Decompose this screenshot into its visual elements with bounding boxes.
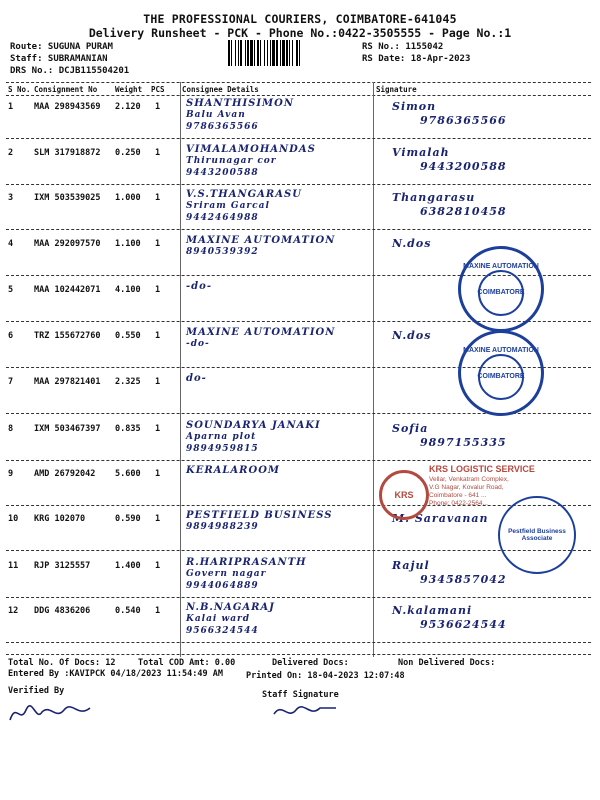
signature-handwriting: 9443200588 (420, 160, 507, 173)
cell-cons: IXM 503467397 (34, 424, 101, 434)
cell-pcs: 1 (155, 606, 161, 616)
cell-cons: MAA 292097570 (34, 239, 101, 249)
cell-cons: TRZ 155672760 (34, 331, 101, 341)
consignee-handwriting: 9443200588 (186, 168, 259, 178)
cell-sno: 12 (8, 606, 19, 616)
cell-pcs: 1 (155, 561, 161, 571)
signature-handwriting: N.dos (392, 329, 432, 342)
cell-sno: 7 (8, 377, 14, 387)
signature-handwriting: N.kalamani (392, 604, 473, 617)
cell-pcs: 1 (155, 148, 161, 158)
consignee-handwriting: 9894988239 (186, 522, 259, 532)
consignee-handwriting: Thirunagar cor (186, 156, 277, 166)
signature-handwriting: 9536624544 (420, 618, 507, 631)
total-docs: Total No. Of Docs: 12 (8, 658, 116, 668)
barcode (228, 40, 356, 66)
rs-no-label: RS No.: 1155042 (362, 42, 444, 52)
consignee-handwriting: MAXINE AUTOMATION (186, 235, 336, 246)
cell-weight: 2.120 (115, 102, 141, 112)
krs-address: Vellar, Venkatram Complex, V.G Nagar, Kovalur Road, Coimbatore - 641 ... Phone: 0422-2564... (429, 476, 509, 507)
page-title: THE PROFESSIONAL COURIERS, COIMBATORE-641045 (143, 12, 457, 26)
signature-handwriting: Vimalah (392, 146, 450, 159)
consignee-handwriting: 9894959815 (186, 444, 259, 454)
page-subtitle: Delivery Runsheet - PCK - Phone No.:0422-3505555 - Page No.:1 (88, 26, 512, 40)
krs-name: KRS LOGISTIC SERVICE (429, 464, 535, 474)
drs-label: DRS No.: DCJB115504201 (10, 66, 130, 76)
cell-weight: 2.325 (115, 377, 141, 387)
route-label: Route: SUGUNA PURAM (10, 42, 113, 52)
cell-sno: 8 (8, 424, 14, 434)
row-rule (6, 229, 591, 230)
header-rule (6, 95, 591, 96)
staff-signature-label: Staff Signature (262, 690, 339, 700)
footer-rule (6, 654, 591, 655)
cell-weight: 0.835 (115, 424, 141, 434)
cell-pcs: 1 (155, 377, 161, 387)
consignee-handwriting: KERALAROOM (186, 465, 280, 476)
signature-handwriting: N.dos (392, 237, 432, 250)
signature-handwriting: 6382810458 (420, 205, 507, 218)
entered-by: Entered By :KAVIPCK 04/18/2023 11:54:49 AM (8, 669, 223, 679)
cell-weight: 1.400 (115, 561, 141, 571)
col-divider (180, 82, 181, 657)
consignee-handwriting: SOUNDARYA JANAKI (186, 420, 321, 431)
cell-weight: 5.600 (115, 469, 141, 479)
cod-amount: Total COD Amt: 0.00 (138, 658, 236, 668)
consignee-handwriting: VIMALAMOHANDAS (186, 144, 316, 155)
printed-on: Printed On: 18-04-2023 12:07:48 (246, 671, 405, 681)
cell-pcs: 1 (155, 193, 161, 203)
consignee-handwriting: 9944064889 (186, 581, 259, 591)
maxine-stamp-2: MAXINE AUTOMATION COIMBATORE (458, 330, 544, 416)
cell-weight: 0.250 (115, 148, 141, 158)
consignee-handwriting: 9786365566 (186, 122, 259, 132)
cell-cons: SLM 317918872 (34, 148, 101, 158)
consignee-handwriting: -do- (186, 339, 210, 349)
row-rule (6, 597, 591, 598)
consignee-handwriting: do- (186, 373, 207, 384)
cell-pcs: 1 (155, 514, 161, 524)
consignee-handwriting: R.HARIPRASANTH (186, 557, 307, 568)
consignee-handwriting: Kalai ward (186, 614, 251, 624)
delivered-docs: Delivered Docs: (272, 658, 349, 668)
col-header-signature: Signature (376, 85, 417, 94)
rs-date-label: RS Date: 18-Apr-2023 (362, 54, 471, 64)
cell-sno: 9 (8, 469, 14, 479)
cell-sno: 6 (8, 331, 14, 341)
signature-handwriting: 9345857042 (420, 573, 507, 586)
cell-pcs: 1 (155, 469, 161, 479)
cell-sno: 4 (8, 239, 14, 249)
cell-pcs: 1 (155, 102, 161, 112)
verified-signature (6, 698, 96, 728)
non-delivered-docs: Non Delivered Docs: (398, 658, 496, 668)
cell-weight: 0.590 (115, 514, 141, 524)
cell-sno: 11 (8, 561, 19, 571)
cell-sno: 3 (8, 193, 14, 203)
cell-sno: 2 (8, 148, 14, 158)
consignee-handwriting: Balu Avan (186, 110, 246, 120)
consignee-handwriting: SHANTHISIMON (186, 98, 294, 109)
row-rule (6, 642, 591, 643)
consignee-handwriting: N.B.NAGARAJ (186, 602, 275, 613)
row-rule (6, 138, 591, 139)
cell-cons: RJP 3125557 (34, 561, 91, 571)
cell-weight: 1.100 (115, 239, 141, 249)
col-header-sno: S No. (8, 85, 31, 94)
barcode-bar (299, 40, 300, 66)
consignee-handwriting: V.S.THANGARASU (186, 189, 302, 200)
consignee-handwriting: Sriram Garcal (186, 201, 270, 211)
cell-sno: 5 (8, 285, 14, 295)
cell-pcs: 1 (155, 331, 161, 341)
staff-signature (270, 700, 340, 722)
consignee-handwriting: Govern nagar (186, 569, 267, 579)
consignee-handwriting: 9442464988 (186, 213, 259, 223)
col-header-weight: Weight (115, 85, 143, 94)
cell-cons: KRG 102070 (34, 514, 86, 524)
cell-cons: DDG 4836206 (34, 606, 91, 616)
cell-weight: 1.000 (115, 193, 141, 203)
consignee-handwriting: MAXINE AUTOMATION (186, 327, 336, 338)
consignee-handwriting: PESTFIELD BUSINESS (186, 510, 333, 521)
signature-handwriting: Simon (392, 100, 437, 113)
row-rule (6, 460, 591, 461)
signature-handwriting: Rajul (392, 559, 430, 572)
consignee-handwriting: -do- (186, 281, 212, 292)
cell-weight: 0.540 (115, 606, 141, 616)
cell-cons: MAA 298943569 (34, 102, 101, 112)
consignee-handwriting: 8940539392 (186, 247, 259, 257)
cell-sno: 10 (8, 514, 19, 524)
verified-by: Verified By (8, 686, 65, 696)
maxine-stamp-1: MAXINE AUTOMATION COIMBATORE (458, 246, 544, 332)
signature-handwriting: M. Saravanan (392, 512, 489, 525)
signature-handwriting: 9786365566 (420, 114, 507, 127)
cell-sno: 1 (8, 102, 14, 112)
cell-cons: MAA 297821401 (34, 377, 101, 387)
cell-cons: AMD 26792042 (34, 469, 96, 479)
col-header-pcs: PCS (151, 85, 165, 94)
staff-label: Staff: SUBRAMANIAN (10, 54, 108, 64)
pestfield-stamp: Pestfield Business Associate (498, 496, 576, 574)
row-rule (6, 184, 591, 185)
cell-cons: IXM 503539025 (34, 193, 101, 203)
table-top-rule (6, 82, 591, 83)
signature-handwriting: 9897155335 (420, 436, 507, 449)
signature-handwriting: Thangarasu (392, 191, 476, 204)
consignee-handwriting: Aparna plot (186, 432, 257, 442)
col-header-consignment: Consignment No (34, 85, 98, 94)
cell-pcs: 1 (155, 424, 161, 434)
col-header-consignee: Consignee Details (182, 85, 259, 94)
cell-cons: MAA 102442071 (34, 285, 101, 295)
cell-weight: 0.550 (115, 331, 141, 341)
signature-handwriting: Sofia (392, 422, 429, 435)
cell-pcs: 1 (155, 285, 161, 295)
col-divider (373, 82, 374, 657)
consignee-handwriting: 9566324544 (186, 626, 259, 636)
krs-badge: KRS (379, 470, 429, 520)
cell-pcs: 1 (155, 239, 161, 249)
cell-weight: 4.100 (115, 285, 141, 295)
